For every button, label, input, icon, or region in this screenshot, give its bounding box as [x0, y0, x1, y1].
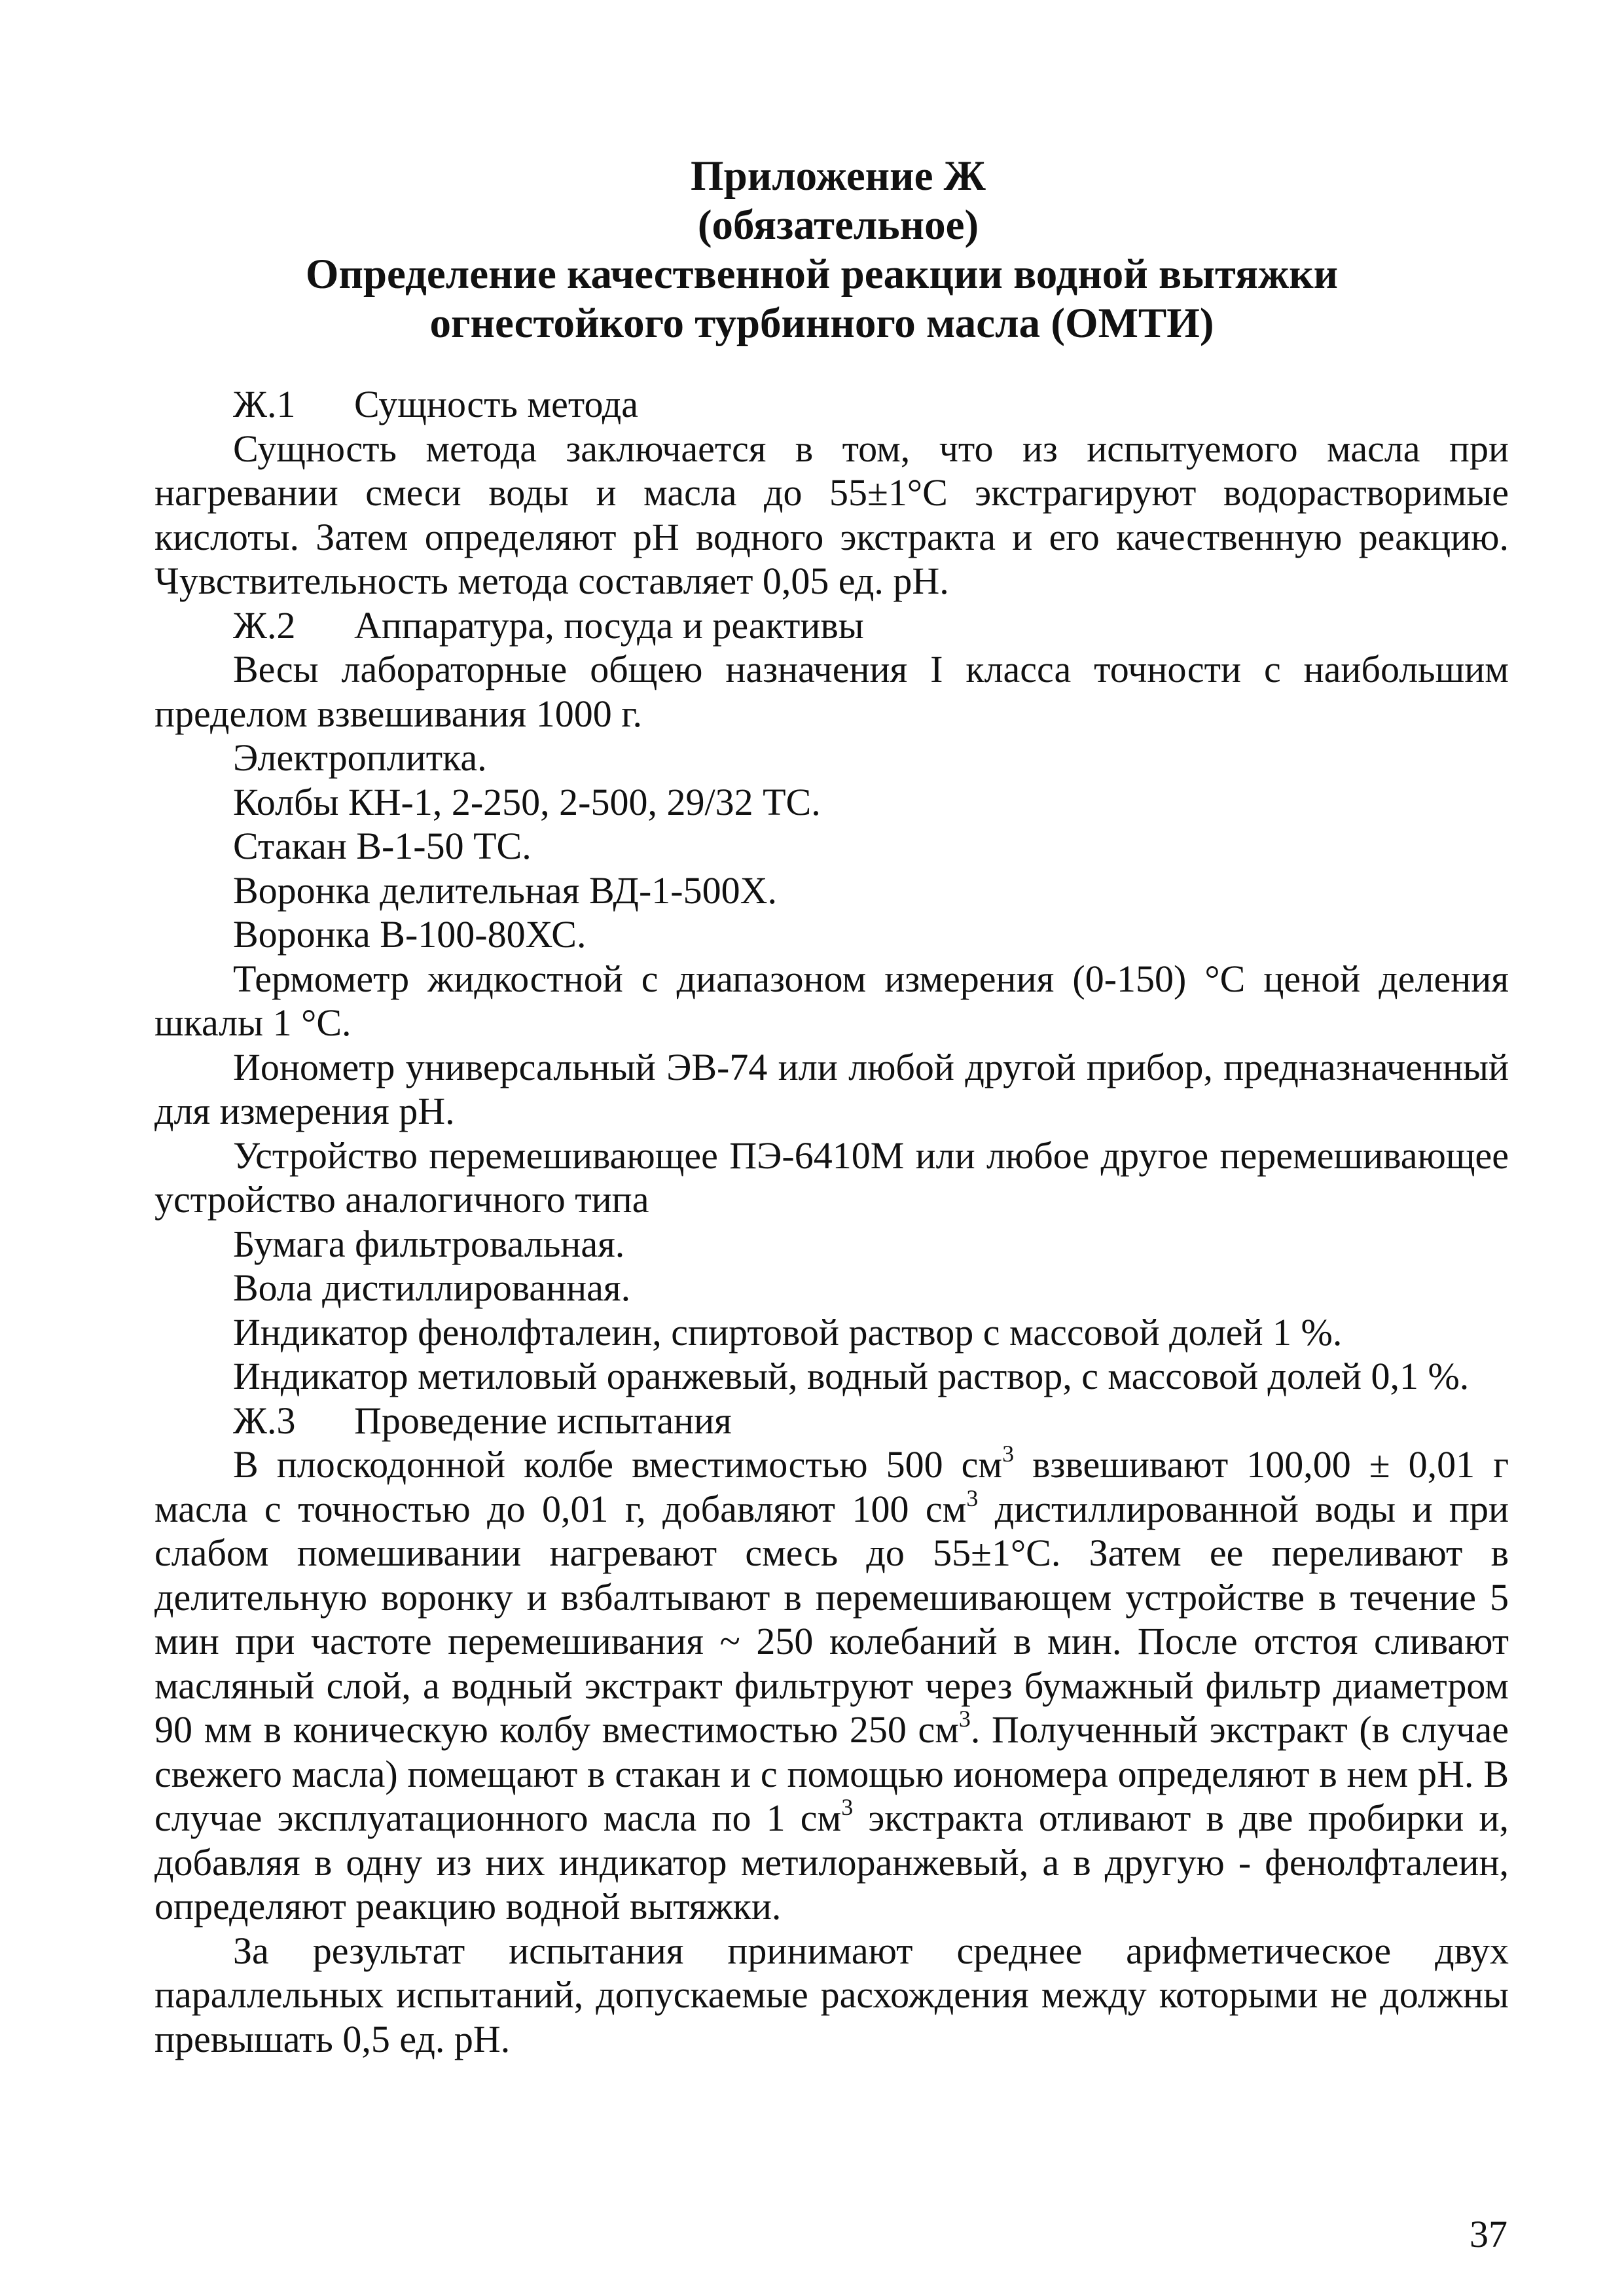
list-item: Ионометр универсальный ЭВ-74 или любой другой прибор, предназначенный для измерения рН. [154, 1045, 1509, 1132]
text-run: дистиллированной воды и при слабом помешивании нагревают смесь до 55±1°С. Затем ее переливают в делительную воронку и взбалтывают в перемешивающем устройстве в течение 5 мин при частоте перемешивания ~ 250 колебаний в мин. После отстоя сливают масляный слой, а водный экстракт фильтруют через бумажный фильтр диаметром 90 мм в коническую колбу вместимостью 250 см [154, 1487, 1509, 1751]
section-heading-1 [154, 382, 1509, 427]
text-run: В плоскодонной колбе вместимостью 500 см [233, 1443, 1003, 1486]
list-item: Стакан В-1-50 ТС. [233, 825, 532, 867]
text-run: взвешивают 100,00 ± 0,01 г масла с точностью до 0,01 г, добавляют 100 см [154, 1443, 1509, 1530]
superscript: 3 [966, 1484, 979, 1511]
superscript: 3 [841, 1794, 854, 1820]
superscript: 3 [1002, 1441, 1015, 1467]
section-title: Аппаратура, посуда и реактивы [354, 603, 864, 647]
list-item: Устройство перемешивающее ПЭ-6410М или любое другое перемешивающее устройство аналогичного типа [154, 1134, 1509, 1221]
paragraph [154, 1443, 1509, 1929]
text-run: экстракта отливают в две пробирки и, добавляя в одну из них индикатор метилоранжевый, а в другую - фенолфталеин, определяют реакцию водной вытяжки. [154, 1797, 1509, 1928]
section-number: Ж.3 [233, 1399, 296, 1442]
document-body [154, 382, 1509, 2061]
section-number: Ж.2 [233, 603, 296, 647]
section-heading-2 [154, 603, 1509, 648]
list-item: Колбы КН-1, 2-250, 2-500, 29/32 ТС. [233, 780, 821, 823]
appendix-subject-line-2: огнестойкого турбинного масла (ОМТИ) [429, 300, 1214, 347]
list-item: Воронка делительная ВД-1-500Х. [233, 869, 778, 912]
list-item: Термометр жидкостной с диапазоном измерения (0-150) °С ценой деления шкалы 1 °С. [154, 957, 1509, 1044]
paragraph: Сущность метода заключается в том, что из испытуемого масла при нагревании смеси воды и масла до 55±1°С экстрагируют водорастворимые кислоты. Затем определяют рН водного экстракта и его качественную реакцию. Чувствительность метода составляет 0,05 ед. рН. [154, 427, 1509, 602]
appendix-title: Приложение Ж [691, 152, 986, 200]
paragraph: За результат испытания принимают среднее арифметическое двух параллельных испытаний, допускаемые расхождения между которыми не должны превышать 0,5 ед. рН. [154, 1929, 1509, 2060]
list-item: Воронка В-100-80ХС. [233, 913, 586, 956]
section-number: Ж.1 [233, 383, 296, 425]
text-run: . Полученный экстракт (в случае свежего масла) помещают в стакан и с помощью иономера определяют в нем рН. В случае эксплуатационного масла по 1 см [154, 1708, 1509, 1839]
list-item: Вола дистиллированная. [233, 1266, 631, 1309]
list-item: Индикатор фенолфталеин, спиртовой раствор с массовой долей 1 %. [233, 1310, 1343, 1354]
list-item: Бумага фильтровальная. [233, 1222, 625, 1265]
section-heading-3 [154, 1399, 1509, 1443]
page-number: 37 [1470, 2213, 1507, 2255]
list-item: Электроплитка. [233, 736, 487, 779]
list-item: Индикатор метиловый оранжевый, водный раствор, с массовой долей 0,1 %. [233, 1355, 1470, 1397]
superscript: 3 [958, 1706, 971, 1732]
list-item: Весы лабораторные общею назначения I класса точности с наибольшим пределом взвешивания 1000 г. [154, 648, 1509, 735]
appendix-header [0, 152, 1624, 348]
appendix-status: (обязательное) [697, 202, 979, 249]
section-title: Проведение испытания [354, 1399, 732, 1442]
section-title: Сущность метода [354, 383, 639, 425]
appendix-subject-line-1: Определение качественной реакции водной вытяжки [305, 251, 1339, 298]
